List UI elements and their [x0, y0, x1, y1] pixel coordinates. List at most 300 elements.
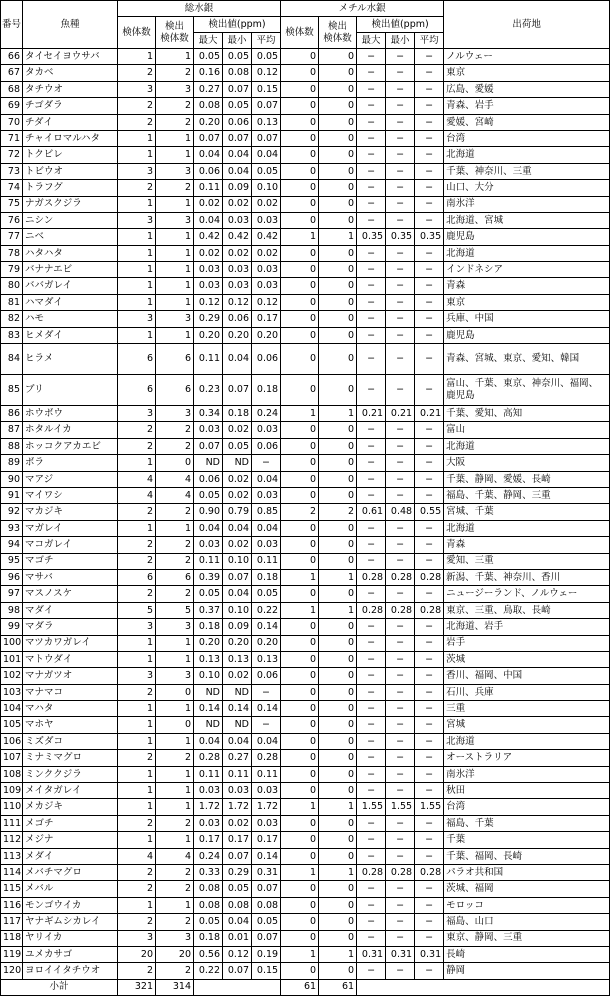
- methyl-max: −: [357, 930, 386, 946]
- methyl-max: −: [357, 438, 386, 454]
- table-row: [1, 212, 610, 228]
- total-max: 0.27: [194, 81, 223, 97]
- row-no: 119: [1, 946, 23, 962]
- total-max: 0.08: [194, 98, 223, 114]
- methyl-detected: 0: [319, 553, 357, 569]
- total-max: 0.29: [194, 311, 223, 327]
- total-min: 0.02: [223, 668, 252, 684]
- species-name: ブリ: [23, 375, 118, 406]
- methyl-samples: 0: [281, 783, 319, 799]
- species-name: ヒメダイ: [23, 327, 118, 343]
- row-no: 106: [1, 733, 23, 749]
- table-row: [1, 537, 610, 553]
- methyl-min: −: [386, 114, 415, 130]
- row-no: 101: [1, 651, 23, 667]
- origin: 千葉、静岡、愛媛、長崎: [444, 471, 610, 487]
- methyl-min: 0.31: [386, 946, 415, 962]
- methyl-samples: 1: [281, 864, 319, 880]
- total-min: 0.42: [223, 229, 252, 245]
- header-origin: 出荷地: [444, 1, 610, 49]
- total-samples: 2: [118, 750, 156, 766]
- row-no: 67: [1, 65, 23, 81]
- species-name: マダイ: [23, 602, 118, 618]
- origin: 青森: [444, 278, 610, 294]
- table-row: [1, 344, 610, 375]
- methyl-min: −: [386, 212, 415, 228]
- methyl-samples: 1: [281, 569, 319, 585]
- methyl-min: −: [386, 684, 415, 700]
- methyl-min: 0.35: [386, 229, 415, 245]
- origin: 岩手: [444, 635, 610, 651]
- total-avg: 0.04: [252, 147, 281, 163]
- methyl-detected: 0: [319, 278, 357, 294]
- species-name: ボラ: [23, 455, 118, 471]
- row-no: 72: [1, 147, 23, 163]
- total-samples: 1: [118, 520, 156, 536]
- total-min: 0.27: [223, 750, 252, 766]
- total-min: 0.79: [223, 504, 252, 520]
- species-name: メカジキ: [23, 799, 118, 815]
- header-total-detected: 検出 検体数: [156, 17, 194, 49]
- total-avg: 0.24: [252, 406, 281, 422]
- species-name: ナガスクジラ: [23, 196, 118, 212]
- header-total-detect-value: 検出値(ppm): [194, 17, 281, 33]
- total-min: 0.05: [223, 881, 252, 897]
- species-name: マツカワガレイ: [23, 635, 118, 651]
- methyl-max: −: [357, 717, 386, 733]
- total-samples: 2: [118, 586, 156, 602]
- total-min: 0.02: [223, 537, 252, 553]
- methyl-samples: 0: [281, 520, 319, 536]
- methyl-max: −: [357, 294, 386, 310]
- species-name: モンゴウイカ: [23, 897, 118, 913]
- methyl-min: −: [386, 668, 415, 684]
- total-max: 0.04: [194, 147, 223, 163]
- row-no: 109: [1, 783, 23, 799]
- methyl-detected: 0: [319, 783, 357, 799]
- methyl-detected: 0: [319, 586, 357, 602]
- methyl-samples: 0: [281, 245, 319, 261]
- total-min: 1.72: [223, 799, 252, 815]
- total-avg: 1.72: [252, 799, 281, 815]
- origin: 茨城: [444, 651, 610, 667]
- table-body: [1, 49, 610, 980]
- origin: パラオ共和国: [444, 864, 610, 880]
- table-row: [1, 229, 610, 245]
- total-max: 0.22: [194, 963, 223, 979]
- species-name: ニシン: [23, 212, 118, 228]
- table-row: [1, 930, 610, 946]
- total-max: 0.05: [194, 49, 223, 65]
- total-max: 0.17: [194, 832, 223, 848]
- subtotal-total-samples: 321: [118, 979, 156, 995]
- table-row: [1, 455, 610, 471]
- origin: 福島、千葉: [444, 815, 610, 831]
- total-samples: 2: [118, 963, 156, 979]
- methyl-min: 0.28: [386, 569, 415, 585]
- species-name: メバチマグロ: [23, 864, 118, 880]
- total-detected: 2: [156, 963, 194, 979]
- origin: 新潟、千葉、神奈川、香川: [444, 569, 610, 585]
- table-row: [1, 684, 610, 700]
- species-name: ハタハタ: [23, 245, 118, 261]
- species-name: マナマコ: [23, 684, 118, 700]
- total-detected: 3: [156, 212, 194, 228]
- methyl-detected: 0: [319, 684, 357, 700]
- total-min: 0.17: [223, 832, 252, 848]
- total-detected: 2: [156, 65, 194, 81]
- total-samples: 3: [118, 619, 156, 635]
- total-min: 0.07: [223, 81, 252, 97]
- species-name: ミンククジラ: [23, 766, 118, 782]
- methyl-detected: 0: [319, 832, 357, 848]
- methyl-min: −: [386, 832, 415, 848]
- row-no: 74: [1, 180, 23, 196]
- methyl-max: −: [357, 487, 386, 503]
- table-row: [1, 864, 610, 880]
- total-max: 0.14: [194, 701, 223, 717]
- methyl-avg: −: [415, 881, 444, 897]
- methyl-max: −: [357, 848, 386, 864]
- methyl-samples: 0: [281, 717, 319, 733]
- methyl-max: 0.28: [357, 569, 386, 585]
- methyl-min: −: [386, 881, 415, 897]
- methyl-avg: −: [415, 815, 444, 831]
- total-min: 0.29: [223, 864, 252, 880]
- total-max: 0.10: [194, 668, 223, 684]
- total-avg: 0.12: [252, 65, 281, 81]
- total-detected: 2: [156, 537, 194, 553]
- methyl-avg: 1.55: [415, 799, 444, 815]
- total-min: 0.02: [223, 815, 252, 831]
- total-max: 0.07: [194, 130, 223, 146]
- methyl-avg: −: [415, 455, 444, 471]
- species-name: ヤリイカ: [23, 930, 118, 946]
- methyl-samples: 0: [281, 553, 319, 569]
- total-detected: 1: [156, 294, 194, 310]
- row-no: 99: [1, 619, 23, 635]
- table-row: [1, 327, 610, 343]
- methyl-avg: −: [415, 344, 444, 375]
- table-row: [1, 569, 610, 585]
- total-max: 0.28: [194, 750, 223, 766]
- total-min: 0.04: [223, 163, 252, 179]
- methyl-min: −: [386, 375, 415, 406]
- total-samples: 3: [118, 81, 156, 97]
- methyl-avg: −: [415, 65, 444, 81]
- origin: 台湾: [444, 130, 610, 146]
- methyl-detected: 0: [319, 147, 357, 163]
- total-max: 0.02: [194, 196, 223, 212]
- methyl-avg: −: [415, 163, 444, 179]
- methyl-max: −: [357, 914, 386, 930]
- methyl-min: −: [386, 717, 415, 733]
- methyl-max: 0.28: [357, 864, 386, 880]
- row-no: 69: [1, 98, 23, 114]
- methyl-avg: −: [415, 832, 444, 848]
- methyl-min: −: [386, 455, 415, 471]
- total-min: 0.05: [223, 98, 252, 114]
- species-name: マスノスケ: [23, 586, 118, 602]
- total-min: 0.14: [223, 701, 252, 717]
- methyl-max: 0.61: [357, 504, 386, 520]
- total-detected: 6: [156, 344, 194, 375]
- methyl-max: −: [357, 684, 386, 700]
- methyl-max: −: [357, 262, 386, 278]
- methyl-max: 0.21: [357, 406, 386, 422]
- total-max: 0.11: [194, 766, 223, 782]
- table-row: [1, 196, 610, 212]
- origin: 北海道: [444, 147, 610, 163]
- total-detected: 2: [156, 815, 194, 831]
- methyl-avg: −: [415, 196, 444, 212]
- methyl-samples: 0: [281, 832, 319, 848]
- methyl-detected: 0: [319, 245, 357, 261]
- methyl-samples: 0: [281, 81, 319, 97]
- origin: 富山: [444, 422, 610, 438]
- table-row: [1, 438, 610, 454]
- total-avg: 0.08: [252, 897, 281, 913]
- methyl-detected: 0: [319, 180, 357, 196]
- row-no: 73: [1, 163, 23, 179]
- origin: ニュージーランド、ノルウェー: [444, 586, 610, 602]
- total-min: 0.10: [223, 602, 252, 618]
- total-max: ND: [194, 684, 223, 700]
- methyl-max: −: [357, 278, 386, 294]
- methyl-samples: 0: [281, 881, 319, 897]
- methyl-samples: 0: [281, 114, 319, 130]
- table-row: [1, 245, 610, 261]
- total-max: 0.11: [194, 180, 223, 196]
- methyl-max: −: [357, 553, 386, 569]
- row-no: 108: [1, 766, 23, 782]
- methyl-samples: 0: [281, 733, 319, 749]
- species-name: メダイ: [23, 848, 118, 864]
- methyl-samples: 0: [281, 375, 319, 406]
- methyl-avg: −: [415, 520, 444, 536]
- species-name: マダラ: [23, 619, 118, 635]
- methyl-detected: 0: [319, 520, 357, 536]
- total-avg: 0.11: [252, 766, 281, 782]
- total-samples: 20: [118, 946, 156, 962]
- table-row: [1, 586, 610, 602]
- total-detected: 3: [156, 163, 194, 179]
- methyl-samples: 1: [281, 799, 319, 815]
- methyl-max: −: [357, 783, 386, 799]
- methyl-samples: 0: [281, 327, 319, 343]
- methyl-min: −: [386, 848, 415, 864]
- total-min: 0.18: [223, 406, 252, 422]
- total-samples: 1: [118, 262, 156, 278]
- total-samples: 2: [118, 114, 156, 130]
- methyl-detected: 0: [319, 438, 357, 454]
- methyl-avg: −: [415, 375, 444, 406]
- methyl-max: 0.31: [357, 946, 386, 962]
- total-min: 0.02: [223, 196, 252, 212]
- total-min: 0.07: [223, 848, 252, 864]
- row-no: 104: [1, 701, 23, 717]
- total-samples: 3: [118, 163, 156, 179]
- total-max: 0.20: [194, 635, 223, 651]
- total-min: 0.02: [223, 471, 252, 487]
- total-min: 0.03: [223, 783, 252, 799]
- methyl-avg: −: [415, 668, 444, 684]
- total-max: 0.90: [194, 504, 223, 520]
- total-min: 0.03: [223, 278, 252, 294]
- methyl-min: −: [386, 180, 415, 196]
- total-detected: 1: [156, 147, 194, 163]
- total-avg: 0.04: [252, 471, 281, 487]
- total-max: 0.04: [194, 212, 223, 228]
- total-avg: 0.05: [252, 586, 281, 602]
- methyl-max: −: [357, 815, 386, 831]
- total-avg: 0.85: [252, 504, 281, 520]
- total-avg: 0.02: [252, 245, 281, 261]
- methyl-min: −: [386, 766, 415, 782]
- table-row: [1, 114, 610, 130]
- total-min: 0.05: [223, 438, 252, 454]
- total-max: 0.11: [194, 553, 223, 569]
- table-row: [1, 471, 610, 487]
- methyl-detected: 0: [319, 619, 357, 635]
- total-samples: 6: [118, 375, 156, 406]
- table-row: [1, 717, 610, 733]
- methyl-detected: 1: [319, 799, 357, 815]
- table-row: [1, 375, 610, 406]
- methyl-min: −: [386, 619, 415, 635]
- methyl-samples: 0: [281, 196, 319, 212]
- total-detected: 4: [156, 471, 194, 487]
- total-avg: 0.03: [252, 212, 281, 228]
- origin: 千葉、神奈川、三重: [444, 163, 610, 179]
- subtotal-empty-1: [194, 979, 281, 995]
- row-no: 66: [1, 49, 23, 65]
- table-row: [1, 783, 610, 799]
- methyl-avg: −: [415, 147, 444, 163]
- methyl-samples: 0: [281, 65, 319, 81]
- header-methyl-max: 最大: [357, 33, 386, 49]
- total-avg: 0.02: [252, 196, 281, 212]
- methyl-detected: 1: [319, 569, 357, 585]
- methyl-detected: 0: [319, 701, 357, 717]
- methyl-detected: 0: [319, 114, 357, 130]
- methyl-min: −: [386, 651, 415, 667]
- methyl-max: −: [357, 701, 386, 717]
- methyl-max: −: [357, 130, 386, 146]
- methyl-max: −: [357, 327, 386, 343]
- total-min: 0.08: [223, 897, 252, 913]
- methyl-samples: 0: [281, 98, 319, 114]
- table-row: [1, 963, 610, 979]
- species-name: マイワシ: [23, 487, 118, 503]
- methyl-max: −: [357, 375, 386, 406]
- total-samples: 1: [118, 733, 156, 749]
- row-no: 100: [1, 635, 23, 651]
- table-row: [1, 81, 610, 97]
- total-max: 0.03: [194, 262, 223, 278]
- total-samples: 1: [118, 897, 156, 913]
- methyl-min: 1.55: [386, 799, 415, 815]
- methyl-min: −: [386, 963, 415, 979]
- total-min: 0.04: [223, 520, 252, 536]
- methyl-avg: −: [415, 487, 444, 503]
- header-total-samples: 検体数: [118, 17, 156, 49]
- origin: 北海道: [444, 245, 610, 261]
- methyl-detected: 1: [319, 406, 357, 422]
- methyl-samples: 0: [281, 311, 319, 327]
- total-samples: 1: [118, 49, 156, 65]
- methyl-max: −: [357, 963, 386, 979]
- species-name: メイタガレイ: [23, 783, 118, 799]
- methyl-min: 0.48: [386, 504, 415, 520]
- row-no: 81: [1, 294, 23, 310]
- header-methyl-samples: 検体数: [281, 17, 319, 49]
- row-no: 79: [1, 262, 23, 278]
- species-name: マハタ: [23, 701, 118, 717]
- methyl-detected: 0: [319, 196, 357, 212]
- origin: 福島、山口: [444, 914, 610, 930]
- total-avg: 0.05: [252, 163, 281, 179]
- methyl-max: −: [357, 520, 386, 536]
- total-min: 0.07: [223, 130, 252, 146]
- total-avg: 0.15: [252, 81, 281, 97]
- methyl-detected: 0: [319, 733, 357, 749]
- total-min: 0.03: [223, 212, 252, 228]
- methyl-min: −: [386, 294, 415, 310]
- methyl-max: 1.55: [357, 799, 386, 815]
- total-min: 0.09: [223, 180, 252, 196]
- total-min: 0.12: [223, 294, 252, 310]
- row-no: 75: [1, 196, 23, 212]
- methyl-detected: 0: [319, 914, 357, 930]
- methyl-min: −: [386, 438, 415, 454]
- species-name: トクビレ: [23, 147, 118, 163]
- total-detected: 1: [156, 196, 194, 212]
- total-max: 0.05: [194, 586, 223, 602]
- row-no: 89: [1, 455, 23, 471]
- total-min: 0.20: [223, 327, 252, 343]
- total-max: 0.23: [194, 375, 223, 406]
- origin: 秋田: [444, 783, 610, 799]
- table-row: [1, 65, 610, 81]
- total-max: 0.03: [194, 783, 223, 799]
- total-max: 0.56: [194, 946, 223, 962]
- origin: 富山、千葉、東京、神奈川、福岡、鹿児島: [444, 375, 610, 406]
- methyl-detected: 0: [319, 897, 357, 913]
- origin: 茨城、福岡: [444, 881, 610, 897]
- total-avg: 0.05: [252, 49, 281, 65]
- total-samples: 1: [118, 783, 156, 799]
- row-no: 93: [1, 520, 23, 536]
- total-avg: 0.31: [252, 864, 281, 880]
- methyl-samples: 0: [281, 455, 319, 471]
- total-avg: 0.11: [252, 553, 281, 569]
- methyl-min: −: [386, 311, 415, 327]
- origin: 東京: [444, 65, 610, 81]
- methyl-detected: 0: [319, 651, 357, 667]
- total-detected: 2: [156, 914, 194, 930]
- origin: 鹿児島: [444, 229, 610, 245]
- methyl-avg: −: [415, 114, 444, 130]
- total-avg: 0.04: [252, 520, 281, 536]
- total-detected: 2: [156, 114, 194, 130]
- total-avg: 0.07: [252, 930, 281, 946]
- methyl-max: −: [357, 455, 386, 471]
- methyl-max: 0.28: [357, 602, 386, 618]
- total-samples: 1: [118, 799, 156, 815]
- total-max: 0.24: [194, 848, 223, 864]
- methyl-samples: 0: [281, 635, 319, 651]
